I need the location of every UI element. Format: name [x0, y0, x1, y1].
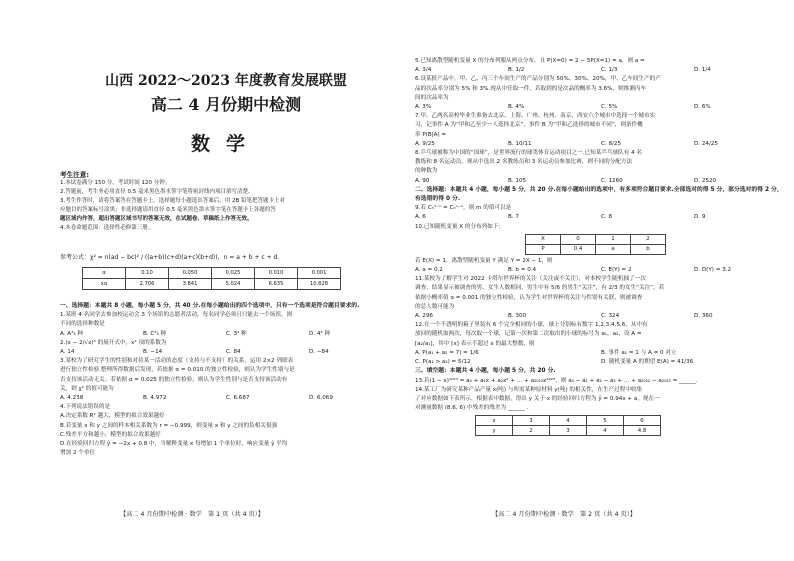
notice-line: 3.考生作答时，请将答案答在答题卡上。选择题每小题选出答案后，用 2B 铅笔把答题卡上对	[60, 198, 286, 204]
question-text: 的总人数可能为	[415, 303, 455, 310]
options-row	[415, 349, 787, 358]
question-text: 进行独立性检验.整理所得数据后发现，若依据 α = 0.010 的独立性检验，则认为学生性别与是	[60, 367, 295, 374]
question-text: B.若变量 x 和 y 之间的样本相关系数为 r = −0.999，则变量 x 和 y 之间的负相关很强	[60, 422, 278, 429]
table-cell: 0	[561, 234, 596, 244]
question-text: 14.某工厂为研究某种产品产量 x(吨) 与所需某种原材料 y(吨) 的相关性，在生产过程中收集	[415, 386, 643, 393]
table-row	[526, 244, 666, 254]
table-cell: xα	[83, 279, 126, 290]
option: A. 90	[415, 177, 430, 184]
question-text: 6.设某批产品中，甲、乙、丙三个车间生产的产品分别为 50%、30%、20%，甲、乙车间生产的产	[415, 76, 661, 83]
question-text: 品的次品率分别为 5% 和 3%.现从中任取一件，若取到的是次品的概率为 3.6%，则推测丙车	[415, 85, 647, 92]
section-heading: 三、填空题：本题共 4 小题，每小题 5 分，共 20 分.	[415, 368, 556, 375]
option: D. 24/25	[694, 140, 718, 147]
question-text: 了对应数据如下表所示，根据表中数据，得出 y 关于 x 的经验回归方程为 ŷ = 0.94x + a，现在一	[415, 395, 660, 402]
option: C. 84	[226, 349, 241, 356]
option: A. 3/4	[415, 67, 432, 74]
table-cell: 0.025	[212, 268, 255, 279]
table-cell: 5.024	[212, 279, 255, 290]
question-text: 2.(x − 2/√x)⁵ 的展开式中，x² 项的系数为	[60, 339, 167, 346]
notice-line-bold: 题区域内作答，超出答题区域书写的答案无效，在试题卷、草稿纸上作答无效。	[60, 216, 253, 222]
table-cell: 5	[587, 416, 624, 426]
table-cell: 0.001	[298, 268, 341, 279]
question-text: 放回的随机取两次，每次取一个球，记第一次和第二次取出的小球的标号为 a₁，a₂，设 A =	[415, 331, 642, 338]
exam-title: 山西 2022～2023 年度教育发展联盟	[105, 73, 347, 89]
table-cell: 3.841	[169, 279, 212, 290]
table-cell: 2	[513, 426, 550, 436]
critical-value-table	[82, 267, 341, 290]
option: A. A⁴₃ 种	[60, 330, 83, 337]
table-cell: 1	[596, 234, 631, 244]
options-row	[415, 312, 787, 321]
option: C. E(Y) = 2	[601, 267, 632, 274]
table-cell: 4	[587, 426, 624, 436]
option: D. 9	[694, 214, 706, 221]
option: B. 4%	[508, 104, 525, 111]
page-right	[397, 0, 794, 561]
notice-line: 1.本试卷满分 150 分，考试时间 120 分钟。	[60, 180, 171, 186]
option: A. a = 0.2	[415, 267, 443, 274]
option: D. −84	[309, 349, 329, 356]
option: C. 3⁴ 种	[226, 330, 247, 337]
question-text: 若 E(X) = 1，离散型随机变量 Y 满足 Y = 2X − 1，则	[415, 257, 553, 264]
option: A. 3%	[415, 104, 432, 111]
option: C. 1260	[601, 177, 623, 184]
option: C. P(a₁ > a₂) = 5/12	[415, 359, 471, 366]
option: D. 2520	[694, 177, 717, 184]
table-cell: 3	[513, 416, 550, 426]
option: D. 1/4	[694, 67, 711, 74]
table-cell: 10.828	[298, 279, 341, 290]
option: B. 10/11	[508, 140, 532, 147]
table-cell: 0.10	[126, 268, 169, 279]
option: B. C⁴₃ 种	[143, 330, 167, 337]
notice-line: 4.本卷命题范围：选择性必修第三册。	[60, 225, 154, 231]
table-cell: 6	[624, 416, 661, 426]
option: B. 事件 a₁ = 1 与 A = 0 对立	[601, 349, 677, 356]
table-cell: 6.635	[255, 279, 298, 290]
table-cell: y	[476, 426, 513, 436]
option: B. 1/2	[508, 67, 525, 74]
question-text: 11.某校为了解学生对 2022 卡塔尔世界杯的关注（关注或不关注），对本校学生随机抽了一次	[415, 276, 646, 283]
question-text: 教练和 8 名运动员，现从中选出 2 名教练员和 3 名运动员参加比赛，则不同的分配方法	[415, 159, 633, 166]
question-text: 13.若(1 − x)²⁰²³ = a₀ + a₁x + a₂x² + … + a₂₀₂₃x²⁰²³，则 a₀ − a₁ + a₂ − a₃ + … + a₂₀₂₂ − a₂₀₂₃ = ______.	[415, 377, 698, 384]
subject-title: 数学	[190, 133, 261, 155]
question-text: 的种数为	[415, 168, 438, 175]
page-footer: 【高二 4 月份期中检测 · 数学 第 1 页（共 4 页）】	[120, 511, 264, 518]
notice-section	[60, 169, 392, 233]
option: D. D(Y) = 3.2	[694, 267, 732, 274]
notice-line: 2.答题前，考生务必用直径 0.5 毫米黑色墨水签字笔将密封线内项目填写清楚。	[60, 189, 254, 195]
options-row	[415, 213, 787, 222]
option: A. 6	[415, 214, 426, 221]
question-text: 增加 2 个单位	[60, 450, 96, 457]
question-text: 关，则 χ² 的值可能为	[60, 385, 114, 392]
option: B. b = 0.4	[508, 267, 537, 274]
option: C. 6.687	[226, 395, 250, 402]
distribution-table	[525, 234, 666, 255]
option: B. 4.972	[143, 395, 167, 402]
question-text: A.决定系数 R² 越大，模型的拟合效果越好	[60, 413, 165, 420]
table-cell: P	[526, 244, 561, 254]
table-cell: 2	[631, 234, 666, 244]
table-cell: 0.050	[169, 268, 212, 279]
right-questions	[415, 57, 787, 436]
notice-heading: 考生注意:	[60, 171, 90, 179]
option: A. 14	[60, 349, 75, 356]
options-row	[415, 140, 787, 149]
left-questions	[60, 302, 392, 458]
question-text: 4.下列说法错误的是	[60, 404, 111, 411]
option: A. 9/25	[415, 140, 435, 147]
option: D. 4³ 种	[309, 330, 331, 337]
option: A. 296	[415, 313, 433, 320]
table-cell: X	[526, 234, 561, 244]
page-footer: 【高二 4 月份期中检测 · 数学 第 2 页（共 4 页）】	[492, 511, 636, 518]
option: D. 6.069	[309, 395, 333, 402]
table-cell: 0.4	[561, 244, 596, 254]
question-text: 5.已知离散型随机变量 X 的分布列服从两点分布，且 P(X=0) = 2 − 5P(X=1) = a，则 a =	[415, 58, 645, 64]
question-text: 7.甲、乙两名高校毕业生准备去北京、上海、广州、杭州、南京、西安六个城市中选择一个城市实	[415, 113, 656, 120]
options-row	[415, 103, 787, 112]
table-row	[83, 279, 341, 290]
xy-data-table	[475, 415, 661, 436]
table-cell: b	[631, 244, 666, 254]
question-text: 10.已知随机变量 X 的分布列如下：	[415, 223, 505, 230]
option: C. 1/3	[601, 67, 618, 74]
options-row	[415, 358, 787, 367]
table-row	[83, 268, 341, 279]
option: C. 8	[601, 214, 613, 221]
question-text: C.残差平方和越小，模型的拟合效果越好	[60, 431, 161, 438]
table-row	[526, 234, 666, 244]
question-text: 依据小概率值 α = 0.001 的独立性检验，认为学生对世界杯的关注与性别有关联，则被调查	[415, 294, 643, 301]
option: C. 8/25	[601, 140, 622, 147]
table-cell: 0.010	[255, 268, 298, 279]
table-cell: x	[476, 416, 513, 426]
option: D. 360	[694, 313, 713, 320]
options-row	[60, 330, 392, 339]
notice-line: 应题目的答案标号涂黑；非选择题请用直径 0.5 毫米黑色墨水签字笔在答题卡上各题的答	[60, 207, 276, 213]
question-text: 否支持该活动无关；若依据 α = 0.025 的独立性检验，则认为学生性别与是否支持该活动有	[60, 376, 288, 383]
question-text: 12.在一个不透明的箱子里装有 6 个完全相同的小球，球上分别标有数字 1,2,3,4,5,6，从中有	[415, 322, 648, 329]
option: A. 4.238	[60, 395, 84, 402]
options-row	[415, 266, 787, 275]
options-row	[415, 177, 787, 186]
table-cell: α	[83, 268, 126, 279]
table-cell: 3	[550, 426, 587, 436]
option: D. 随机变量 A 的期望 E(A) = 41/36	[601, 359, 694, 366]
question-text: 1.某班 4 名同学去参加校运动会 3 个场馆的志愿者活动，每名同学必须且只能去一个场馆，则	[60, 312, 293, 319]
option: C. 5%	[601, 104, 618, 111]
question-text: 对测量数据 (8.6, 6) 中残差的残差为 ______ .	[415, 405, 529, 412]
question-text: [a₂/a₁]，其中 [x] 表示不超过 x 的最大整数，则	[415, 340, 535, 347]
question-text: D.在经验回归方程 ŷ = −2x + 0.8 中，当解释变量 x 每增加 1 个单位时，响应变量 ŷ 平均	[60, 441, 288, 448]
option: B. 300	[508, 313, 527, 320]
table-cell: a	[596, 244, 631, 254]
question-text: 9.若 Cₙ¹⁻ⁿ = Cₙⁿ⁻¹，则 m 的值可以是	[415, 205, 512, 212]
option: B. 105	[508, 177, 527, 184]
options-row	[415, 66, 787, 75]
table-cell: 4.8	[624, 426, 661, 436]
option: B. 7	[508, 214, 519, 221]
table-row	[476, 426, 661, 436]
table-cell: 2.706	[126, 279, 169, 290]
exam-subtitle: 高二 4 月份期中检测	[150, 95, 302, 114]
option: D. 6%	[694, 104, 711, 111]
section-heading: 一、选择题：本题共 8 小题，每小题 5 分，共 40 分.在每小题给出的四个选项中，只有一个选项是符合题目要求的.	[60, 303, 360, 309]
option: C. 324	[601, 313, 620, 320]
question-text: 调查，结果显示被调查的男、女生人数相同，男生中有 5/6 的男生“关注”，有 2/3 的女生“关注”，若	[415, 285, 665, 292]
options-row	[60, 348, 392, 357]
question-text: 8.乒乓球被称为中国的“国球”，是世界流行的球类体育运动项目之一.已知某乒乓球队有 4 名	[415, 150, 642, 157]
options-row	[60, 394, 392, 403]
question-text: 间的次品率为	[415, 94, 449, 101]
option: A. P(a₁ + a₂ = 7) = 1/6	[415, 349, 479, 356]
question-text: 3.某校为了研究学生的性别和对待某一活动的态度（支持与不支持）的关系，运用 2×2 列联表	[60, 358, 294, 365]
question-text: 习，记事件 A 为“甲和乙至少一人选择北京”，事件 B 为“甲和乙选择的城市不同”，则条件概	[415, 122, 643, 129]
question-text: 不同的选择种数是	[60, 321, 105, 328]
table-cell: 4	[550, 416, 587, 426]
reference-formula: 参考公式：χ² = n(ad − bc)² / ((a+b)(c+d)(a+c)(b+d))，n = a + b + c + d.	[60, 254, 280, 261]
option: B. −14	[143, 349, 163, 356]
table-row	[476, 416, 661, 426]
section-heading: 二、选择题：本题共 4 小题，每小题 5 分，共 20 分.在每小题给出的选项中，有多项符合题目要求.全部选对的得 5 分，部分选对的得 2 分，有选错的得 0 分.	[415, 186, 783, 203]
question-text: 率 P(B|A) =	[415, 131, 447, 138]
